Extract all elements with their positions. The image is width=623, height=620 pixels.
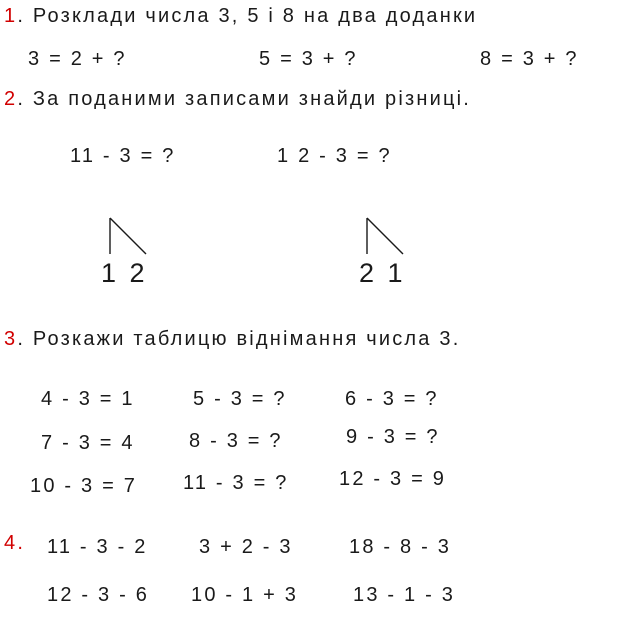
task4-number: 4.: [4, 532, 26, 554]
task2-example-1: 11 - 3 = ?: [70, 145, 176, 167]
task1-example-3: 8 = 3 + ?: [480, 48, 579, 70]
task1-title: . Розклади числа 3, 5 і 8 на два доданки: [17, 5, 478, 27]
task4-row1-col1: 11 - 3 - 2: [47, 536, 148, 558]
split-lines-right: [367, 218, 403, 254]
task3-row3-col1: 10 - 3 = 7: [30, 475, 138, 497]
task2-split-2: 2 1: [359, 258, 406, 288]
split-lines-left: [110, 218, 146, 254]
task2-split-1: 1 2: [101, 258, 148, 288]
task2-title: . За поданими записами знайди різниці.: [17, 88, 472, 110]
task3-row2-col1: 7 - 3 = 4: [41, 432, 135, 454]
task3-row3-col3: 12 - 3 = 9: [339, 468, 447, 490]
task2-example-2: 1 2 - 3 = ?: [277, 145, 392, 167]
task3-row1-col1: 4 - 3 = 1: [41, 388, 135, 410]
task3-row2-col2: 8 - 3 = ?: [189, 430, 283, 452]
task4-row2-col2: 10 - 1 + 3: [191, 584, 299, 606]
task3-heading: [4, 329, 460, 349]
task3-number: 3: [4, 328, 18, 350]
split-line-diagonal: [367, 218, 403, 254]
task4-row1-col3: 18 - 8 - 3: [349, 536, 452, 558]
task3-row1-col2: 5 - 3 = ?: [193, 388, 287, 410]
task2-number: 2: [4, 88, 18, 110]
task4-row1-col2: 3 + 2 - 3: [199, 536, 293, 558]
task1-example-1: 3 = 2 + ?: [28, 48, 127, 70]
task3-row1-col3: 6 - 3 = ?: [345, 388, 439, 410]
task1-number: 1: [4, 5, 18, 27]
task3-title: . Розкажи таблицю віднімання числа 3.: [17, 328, 461, 350]
task4-row2-col1: 12 - 3 - 6: [47, 584, 150, 606]
task4-row2-col3: 13 - 1 - 3: [353, 584, 456, 606]
task1-example-2: 5 = 3 + ?: [259, 48, 358, 70]
task3-row2-col3: 9 - 3 = ?: [346, 426, 440, 448]
split-line-diagonal: [110, 218, 146, 254]
task3-row3-col2: 11 - 3 = ?: [183, 472, 289, 494]
